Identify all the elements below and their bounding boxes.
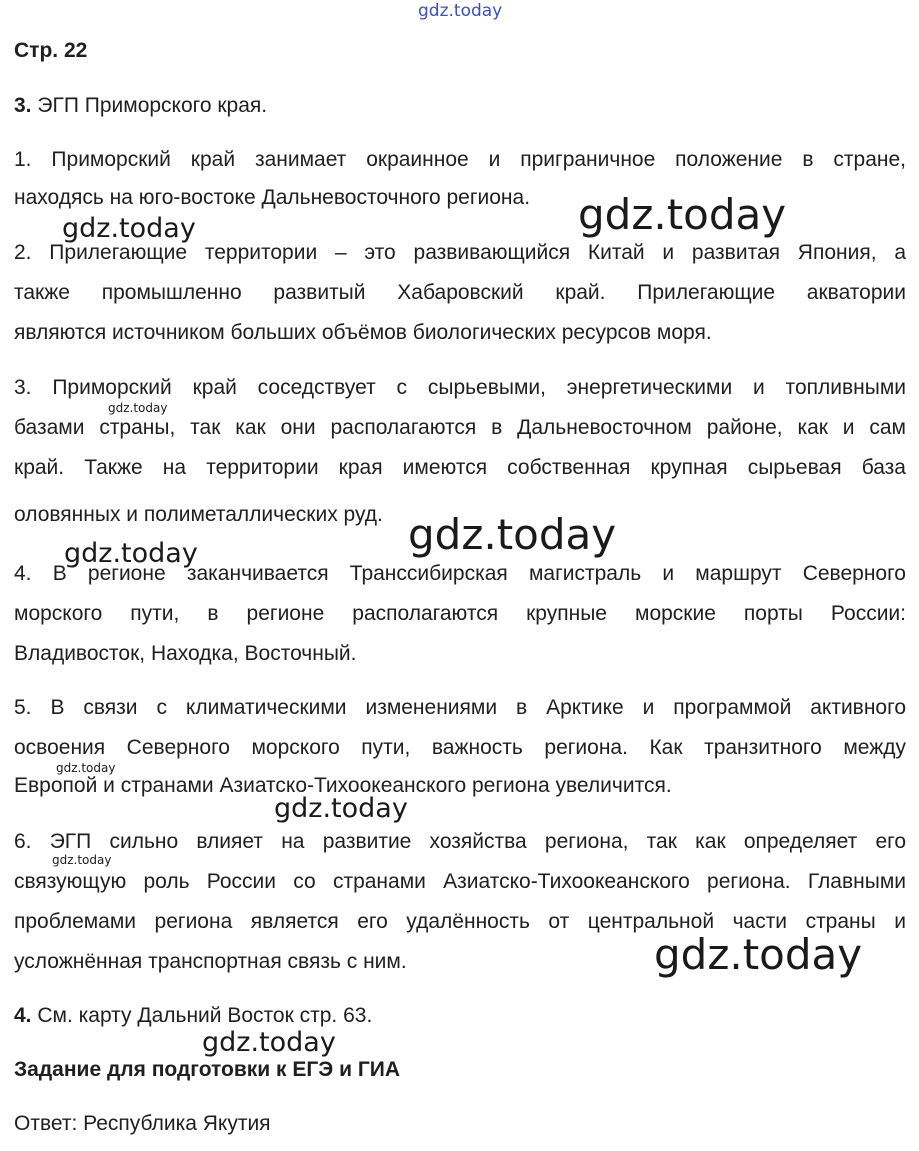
item3-line4: оловянных и полиметаллических руд. — [14, 503, 383, 526]
watermark: gdz.today — [578, 190, 787, 239]
item5-line2: освоения Северного морского пути, важность региона. Как транзитного между — [14, 736, 906, 759]
item5-line3: Европой и странами Азиатско-Тихоокеанского региона увеличится. — [14, 774, 672, 797]
watermark: gdz.today — [654, 930, 863, 979]
task4-text: См. карту Дальний Восток стр. 63. — [37, 1004, 373, 1027]
watermark: gdz.today — [202, 1027, 336, 1058]
item1-line1: 1. Приморский край занимает окраинное и приграничное положение в стране, — [14, 148, 906, 171]
watermark: gdz.today — [64, 538, 198, 569]
watermark: gdz.today — [274, 793, 408, 824]
item6-line2: связующую роль России со странами Азиатско-Тихоокеанского региона. Главными — [14, 870, 906, 893]
item3-line3: край. Также на территории края имеются собственная крупная сырьевая база — [14, 456, 906, 479]
watermark: gdz.today — [408, 510, 617, 559]
page-label: Стр. 22 — [14, 39, 88, 62]
answer: Ответ: Республика Якутия — [14, 1112, 271, 1135]
item6-line4: усложнённая транспортная связь с ним. — [14, 950, 407, 973]
task3-title — [14, 93, 267, 119]
item2-line2: также промышленно развитый Хабаровский край. Прилегающие акватории — [14, 281, 906, 304]
watermark: gdz.today — [52, 853, 112, 867]
item3-line2: базами страны, так как они располагаются в Дальневосточном районе, как и сам — [14, 416, 906, 439]
exam-heading: Задание для подготовки к ЕГЭ и ГИА — [14, 1058, 400, 1081]
watermark: gdz.today — [56, 761, 116, 775]
item4-line3: Владивосток, Находка, Восточный. — [14, 642, 357, 665]
task4 — [14, 1003, 372, 1029]
item2-line1: 2. Прилегающие территории – это развивающийся Китай и развитая Япония, а — [14, 241, 906, 264]
watermark: gdz.today — [418, 1, 503, 21]
item4-line2: морского пути, в регионе располагаются крупные морские порты России: — [14, 602, 906, 625]
task3-title-text: ЭГП Приморского края. — [37, 94, 268, 117]
item4-line1: 4. В регионе заканчивается Транссибирская магистраль и маршрут Северного — [14, 562, 906, 585]
item1-line2: находясь на юго-востоке Дальневосточного региона. — [14, 186, 531, 209]
watermark: gdz.today — [108, 401, 168, 415]
watermark: gdz.today — [62, 213, 196, 244]
item3-line1: 3. Приморский край соседствует с сырьевыми, энергетическими и топливными — [14, 376, 906, 399]
task3-number: 3. — [14, 94, 32, 117]
item6-line1: 6. ЭГП сильно влияет на развитие хозяйства региона, так как определяет его — [14, 830, 906, 853]
item6-line3: проблемами региона является его удалённость от центральной части страны и — [14, 910, 906, 933]
item5-line1: 5. В связи с климатическими изменениями в Арктике и программой активного — [14, 696, 906, 719]
item2-line3: являются источником больших объёмов биологических ресурсов моря. — [14, 321, 712, 344]
task4-number: 4. — [14, 1004, 32, 1027]
